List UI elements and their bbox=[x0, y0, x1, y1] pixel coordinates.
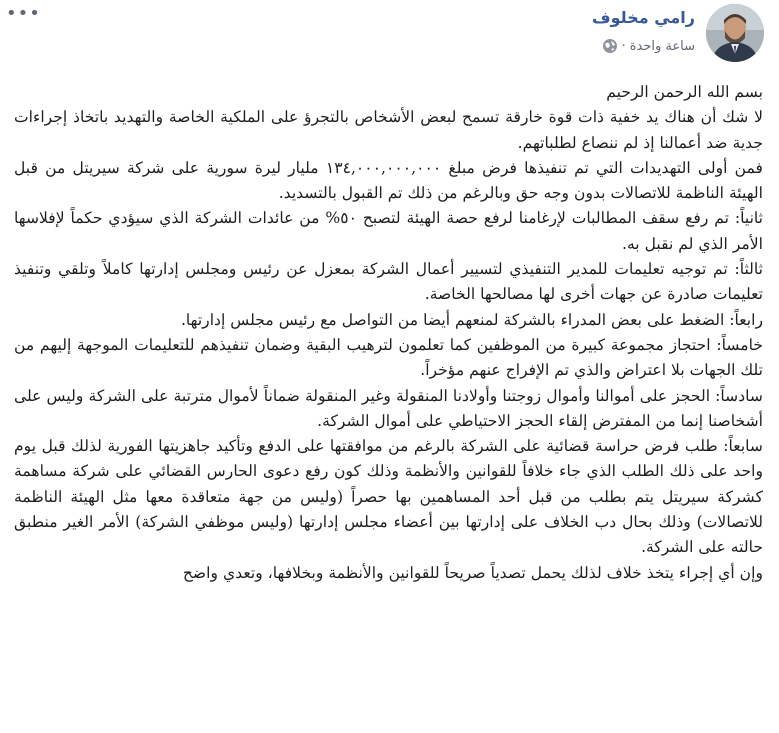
timestamp[interactable]: ساعة واحدة bbox=[629, 38, 695, 54]
post-paragraph: سادساً: الحجز على أموالنا وأموال زوجتنا وأولادنا المنقولة وغير المنقولة ضماناً لأموال مترتبة على الشركة وليس على أشخاصنا إنما من المفترض إلقاء الحجز الاحتياطي على أموال الشركة. bbox=[14, 386, 763, 430]
post-paragraph: وإن أي إجراء يتخذ خلاف لذلك يحمل تصدياً صريحاً للقوانين والأنظمة وبخلافها، وتعدي واضح bbox=[182, 563, 763, 582]
post-paragraph: سابعاً: طلب فرض حراسة قضائية على الشركة بالرغم من موافقتها على الدفع وتأكيد جاهزيتها الفورية لذلك قبل يوم واحد على ذلك الطلب الذي جاء خلافاً للقوانين والأنظمة وذلك كون رفع دعوى الحارس القضائي على شركة مساهمة كشركة سيريتل يتم بطلب من قبل أحد المساهمين بها حصراً (وليس من جهة متعاقدة معها مثل الهيئة الناظمة للاتصالات) وذلك بحال دب الخلاف على إدارتها بين أعضاء مجلس إدارتها (وليس موظفي الشركة) الأمر الغير منطبق حالته على الشركة. bbox=[14, 437, 763, 557]
post-paragraph: خامساً: احتجاز مجموعة كبيرة من الموظفين كما تعلمون لترهيب البقية وضمان تنفيذهم للتعليمات الموجهة إليهم من تلك الجهات بلا اعتراض والذي تم الإفراج عنهم مؤخراً. bbox=[14, 335, 763, 380]
post-paragraph: بسم الله الرحمن الرحيم bbox=[606, 83, 763, 101]
author-name[interactable]: رامي مخلوف bbox=[592, 8, 695, 27]
post-header bbox=[0, 0, 779, 70]
post-paragraph: رابعاً: الضغط على بعض المدراء بالشركة لمنعهم أيضا من التواصل مع رئيس مجلس إدارتها. bbox=[180, 310, 763, 329]
post-paragraph: فمن أولى التهديدات التي تم تنفيذها فرض مبلغ ١٣٤,٠٠٠,٠٠٠,٠٠٠ مليار ليرة سورية على شركة سيريتل من قبل الهيئة الناظمة للاتصالات بدون وجه حق وبالرغم من ذلك تم القبول بالتسديد. bbox=[14, 158, 763, 203]
profile-photo bbox=[706, 4, 764, 62]
meta-separator: · bbox=[621, 38, 626, 54]
more-options-icon[interactable]: ••• bbox=[6, 3, 41, 24]
globe-icon[interactable] bbox=[602, 38, 618, 54]
post-paragraph: ثانياً: تم رفع سقف المطالبات لإرغامنا لرفع حصة الهيئة لتصبح ٥٠% من عائدات الشركة الذي سيؤدي حكماً لإفلاسها الأمر الذي لم نقبل به. bbox=[14, 209, 763, 253]
post-text bbox=[14, 80, 763, 586]
post-paragraph: لا شك أن هناك يد خفية ذات قوة خارقة تسمح لبعض الأشخاص بالتجرؤ على الملكية الخاصة والتهديد باتخاذ إجراءات جدية ضد أعمالنا إذ لم ننصاع لطلباتهم. bbox=[14, 108, 763, 152]
post-meta bbox=[602, 38, 695, 54]
post-paragraph: ثالثاً: تم توجيه تعليمات للمدير التنفيذي لتسيير أعمال الشركة بمعزل عن رئيس ومجلس إدارتها كاملاً وتلقي وتنفيذ تعليمات صادرة عن جهات أخرى لها مصالحها الخاصة. bbox=[14, 260, 763, 304]
avatar[interactable] bbox=[706, 4, 764, 62]
